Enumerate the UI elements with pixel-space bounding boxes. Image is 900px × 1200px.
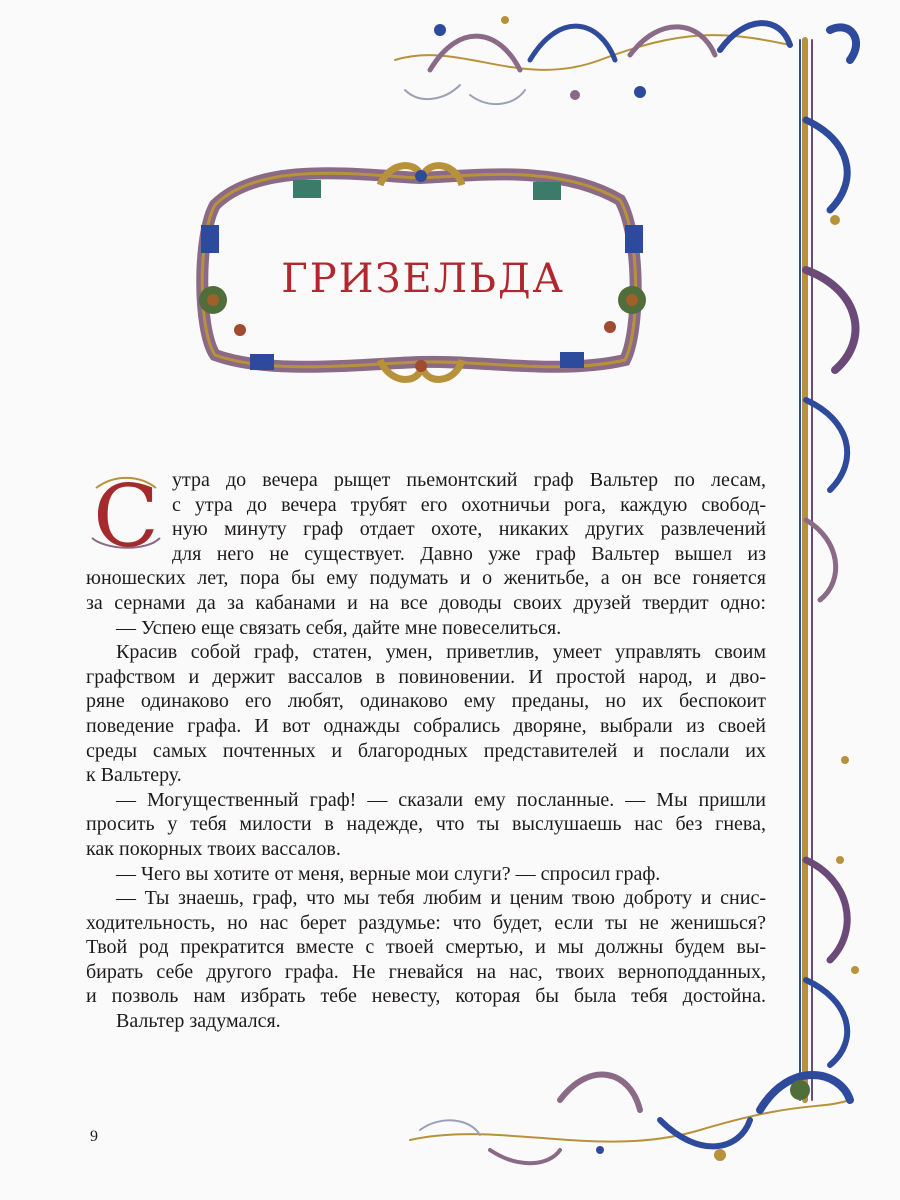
- text-line: графством и держит вассалов в повиновении. И простой народ, и дво-: [86, 665, 766, 688]
- text-line: поведение графа. И вот однажды собрались дворяне, выбрали из своей: [86, 714, 766, 737]
- text-line: просить у тебя милости в надежде, что ты выслушаешь нас без гнева,: [86, 813, 766, 836]
- title-cartouche: [199, 166, 646, 380]
- story-text: [86, 468, 766, 1034]
- text-line: Красив собой граф, статен, умен, приветлив, умеет управлять своим: [116, 641, 766, 664]
- text-line: — Успею еще связать себя, дайте мне повеселиться.: [116, 616, 562, 639]
- text-line: для него не существует. Давно уже граф Вальтер вышел из: [172, 542, 766, 565]
- text-line: как покорных твоих вассалов.: [86, 837, 341, 860]
- page-title: ГРИЗЕЛЬДА: [281, 256, 565, 302]
- text-line: — Чего вы хотите от меня, верные мои слуги? — спросил граф.: [116, 862, 661, 885]
- text-line: ряне одинаково его любят, одинаково ему преданы, но их беспокоит: [86, 690, 766, 713]
- drop-cap-letter: С: [93, 468, 159, 560]
- top-vine-ornament: [395, 16, 790, 104]
- text-line: среды самых почтенных и благородных представителей и послали их: [86, 739, 766, 762]
- text-line: Твой род прекратится вместе с твоей смертью, и мы должны будем вы-: [86, 936, 766, 959]
- text-line: — Ты знаешь, граф, что мы тебя любим и ценим твою доброту и снис-: [116, 887, 766, 910]
- text-line: юношеских лет, пора бы ему подумать и о женитьбе, а он все гоняется: [86, 567, 766, 590]
- text-line: ную минуту граф отдает охоте, никаких других развлечений: [172, 518, 766, 541]
- text-line: к Вальтеру.: [86, 764, 182, 787]
- bottom-vine-ornament: [410, 1075, 850, 1164]
- text-line: — Могущественный граф! — сказали ему посланные. — Мы пришли: [116, 788, 766, 811]
- text-line: и позволь нам избрать тебе невесту, которая бы была тебя достойна.: [86, 985, 766, 1008]
- right-column-border: [800, 27, 859, 1100]
- text-line: бирать себе другого графа. Не гневайся на нас, твоих верноподданных,: [86, 960, 766, 983]
- text-line: с утра до вечера трубят его охотничьи рога, каждую свобод-: [172, 493, 766, 516]
- text-line: утра до вечера рыщет пьемонтский граф Вальтер по лесам,: [172, 469, 766, 491]
- page-number: 9: [90, 1128, 98, 1145]
- text-line: за сернами да за кабанами и на все доводы своих друзей твердит одно:: [86, 591, 766, 614]
- text-line: ходительность, но нас берет раздумье: что будет, если ты не женишься?: [86, 911, 766, 934]
- text-line: Вальтер задумался.: [116, 1010, 281, 1033]
